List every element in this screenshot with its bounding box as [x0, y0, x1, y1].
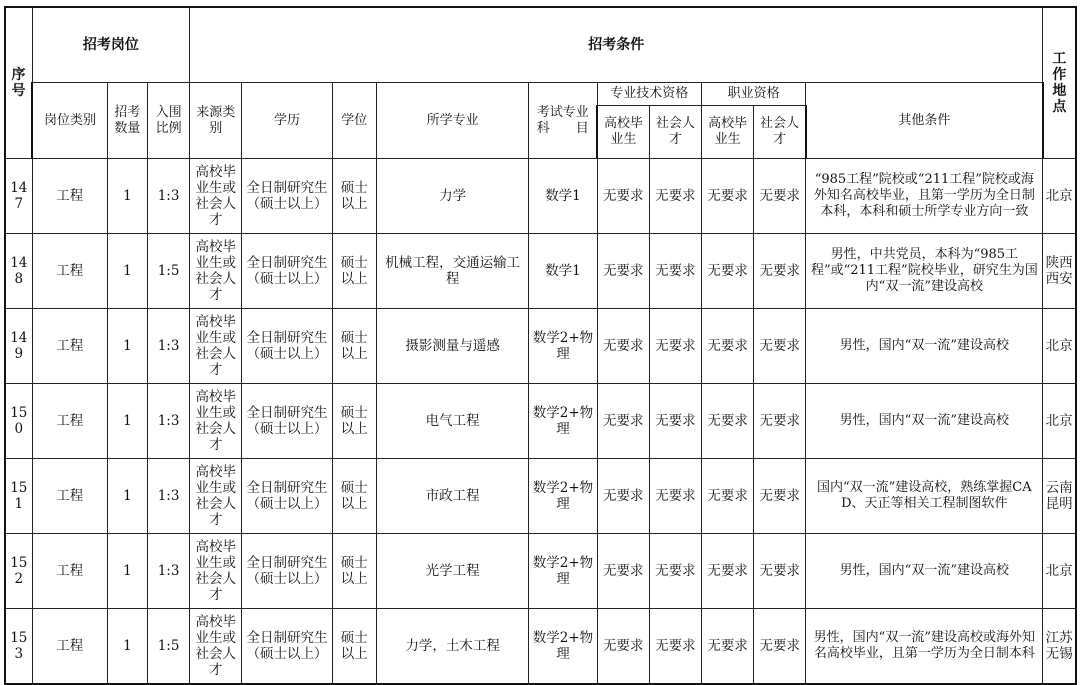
- header-voc-social: 社会人才: [754, 106, 806, 159]
- header-exam-subject: 考试专业科 目: [529, 83, 597, 159]
- cell-location: 北京: [1043, 384, 1076, 459]
- cell-count: 1: [107, 159, 147, 234]
- header-post-group: 招考岗位: [32, 7, 190, 83]
- cell-other-conditions: 男性，国内“双一流”建设高校: [806, 309, 1043, 384]
- cell-voc-graduate: 无要求: [701, 384, 753, 459]
- header-degree: 学位: [332, 83, 376, 159]
- cell-degree: 硕士以上: [332, 459, 376, 534]
- cell-tech-social: 无要求: [649, 159, 701, 234]
- cell-category: 工程: [32, 459, 107, 534]
- cell-count: 1: [107, 234, 147, 309]
- cell-source: 高校毕业生或社会人才: [190, 309, 242, 384]
- cell-major: 光学工程: [376, 534, 529, 609]
- cell-tech-social: 无要求: [649, 459, 701, 534]
- cell-exam: 数学2+物理: [529, 459, 597, 534]
- cell-voc-graduate: 无要求: [701, 534, 753, 609]
- cell-count: 1: [107, 534, 147, 609]
- cell-tech-social: 无要求: [649, 309, 701, 384]
- cell-tech-graduate: 无要求: [597, 384, 649, 459]
- cell-major: 力学: [376, 159, 529, 234]
- cell-tech-social: 无要求: [649, 384, 701, 459]
- cell-other-conditions: 男性，国内“双一流”建设高校或海外知名高校毕业，且第一学历为全日制本科: [806, 609, 1043, 685]
- cell-source: 高校毕业生或社会人才: [190, 534, 242, 609]
- cell-voc-graduate: 无要求: [701, 459, 753, 534]
- cell-tech-graduate: 无要求: [597, 234, 649, 309]
- cell-source: 高校毕业生或社会人才: [190, 384, 242, 459]
- cell-source: 高校毕业生或社会人才: [190, 609, 242, 685]
- cell-degree: 硕士以上: [332, 234, 376, 309]
- cell-voc-social: 无要求: [754, 459, 806, 534]
- cell-exam: 数学1: [529, 234, 597, 309]
- cell-count: 1: [107, 384, 147, 459]
- header-work-location: 工作地点: [1043, 7, 1076, 159]
- cell-ratio: 1:3: [148, 459, 190, 534]
- cell-exam: 数学2+物理: [529, 384, 597, 459]
- cell-degree: 硕士以上: [332, 159, 376, 234]
- cell-tech-social: 无要求: [649, 234, 701, 309]
- cell-other-conditions: 国内“双一流”建设高校，熟练掌握CAD、天正等相关工程制图软件: [806, 459, 1043, 534]
- header-other-conditions: 其他条件: [806, 83, 1043, 159]
- cell-major: 机械工程，交通运输工程: [376, 234, 529, 309]
- cell-education: 全日制研究生（硕士以上）: [242, 159, 332, 234]
- cell-degree: 硕士以上: [332, 534, 376, 609]
- header-tech-graduate: 高校毕业生: [597, 106, 649, 159]
- cell-count: 1: [107, 459, 147, 534]
- cell-seq: 153: [5, 609, 32, 685]
- cell-voc-graduate: 无要求: [701, 309, 753, 384]
- table-row: [5, 459, 1076, 534]
- header-vocational-qualification: 职业资格: [701, 83, 805, 106]
- header-interview-ratio: 入围比例: [148, 83, 190, 159]
- cell-tech-graduate: 无要求: [597, 534, 649, 609]
- cell-ratio: 1:3: [148, 309, 190, 384]
- cell-tech-graduate: 无要求: [597, 459, 649, 534]
- cell-location: 云南昆明: [1043, 459, 1076, 534]
- cell-ratio: 1:3: [148, 384, 190, 459]
- cell-seq: 152: [5, 534, 32, 609]
- cell-category: 工程: [32, 159, 107, 234]
- cell-ratio: 1:5: [148, 234, 190, 309]
- cell-ratio: 1:5: [148, 609, 190, 685]
- table-row: [5, 609, 1076, 685]
- cell-education: 全日制研究生（硕士以上）: [242, 609, 332, 685]
- cell-education: 全日制研究生（硕士以上）: [242, 309, 332, 384]
- cell-location: 北京: [1043, 309, 1076, 384]
- cell-count: 1: [107, 309, 147, 384]
- cell-tech-social: 无要求: [649, 534, 701, 609]
- cell-seq: 151: [5, 459, 32, 534]
- cell-major: 市政工程: [376, 459, 529, 534]
- table-row: [5, 309, 1076, 384]
- cell-seq: 150: [5, 384, 32, 459]
- table-row: [5, 534, 1076, 609]
- cell-category: 工程: [32, 609, 107, 685]
- cell-source: 高校毕业生或社会人才: [190, 459, 242, 534]
- cell-location: 北京: [1043, 159, 1076, 234]
- cell-voc-social: 无要求: [754, 534, 806, 609]
- cell-voc-social: 无要求: [754, 234, 806, 309]
- cell-voc-social: 无要求: [754, 609, 806, 685]
- cell-seq: 148: [5, 234, 32, 309]
- cell-ratio: 1:3: [148, 159, 190, 234]
- cell-education: 全日制研究生（硕士以上）: [242, 234, 332, 309]
- cell-exam: 数学2+物理: [529, 609, 597, 685]
- header-conditions-group: 招考条件: [190, 7, 1043, 83]
- cell-seq: 147: [5, 159, 32, 234]
- cell-degree: 硕士以上: [332, 384, 376, 459]
- cell-seq: 149: [5, 309, 32, 384]
- cell-location: 陕西西安: [1043, 234, 1076, 309]
- cell-major: 电气工程: [376, 384, 529, 459]
- cell-location: 江苏无锡: [1043, 609, 1076, 685]
- cell-category: 工程: [32, 234, 107, 309]
- cell-other-conditions: 男性，国内“双一流”建设高校: [806, 384, 1043, 459]
- cell-degree: 硕士以上: [332, 309, 376, 384]
- cell-major: 力学，土木工程: [376, 609, 529, 685]
- cell-education: 全日制研究生（硕士以上）: [242, 459, 332, 534]
- cell-voc-social: 无要求: [754, 384, 806, 459]
- cell-degree: 硕士以上: [332, 609, 376, 685]
- header-major: 所学专业: [376, 83, 529, 159]
- cell-other-conditions: “985工程”院校或“211工程”院校或海外知名高校毕业，且第一学历为全日制本科，本科和硕士所学专业方向一致: [806, 159, 1043, 234]
- cell-exam: 数学1: [529, 159, 597, 234]
- cell-other-conditions: 男性，国内“双一流”建设高校: [806, 534, 1043, 609]
- cell-ratio: 1:3: [148, 534, 190, 609]
- cell-location: 北京: [1043, 534, 1076, 609]
- cell-education: 全日制研究生（硕士以上）: [242, 384, 332, 459]
- cell-source: 高校毕业生或社会人才: [190, 159, 242, 234]
- table-row: [5, 384, 1076, 459]
- cell-major: 摄影测量与遥感: [376, 309, 529, 384]
- cell-voc-social: 无要求: [754, 159, 806, 234]
- cell-exam: 数学2+物理: [529, 309, 597, 384]
- header-post-category: 岗位类别: [32, 83, 107, 159]
- cell-voc-social: 无要求: [754, 309, 806, 384]
- cell-tech-social: 无要求: [649, 609, 701, 685]
- table-row: [5, 234, 1076, 309]
- cell-count: 1: [107, 609, 147, 685]
- cell-source: 高校毕业生或社会人才: [190, 234, 242, 309]
- cell-category: 工程: [32, 384, 107, 459]
- header-source-category: 来源类别: [190, 83, 242, 159]
- cell-category: 工程: [32, 534, 107, 609]
- header-voc-graduate: 高校毕业生: [701, 106, 753, 159]
- header-tech-qualification: 专业技术资格: [597, 83, 701, 106]
- header-seq: 序号: [5, 7, 32, 159]
- cell-voc-graduate: 无要求: [701, 159, 753, 234]
- header-recruit-count: 招考数量: [107, 83, 147, 159]
- recruitment-table: [4, 6, 1077, 685]
- header-education: 学历: [242, 83, 332, 159]
- cell-other-conditions: 男性，中共党员，本科为“985工程”或“211工程”院校毕业，研究生为国内“双一流”建设高校: [806, 234, 1043, 309]
- cell-tech-graduate: 无要求: [597, 159, 649, 234]
- cell-tech-graduate: 无要求: [597, 609, 649, 685]
- cell-voc-graduate: 无要求: [701, 234, 753, 309]
- cell-voc-graduate: 无要求: [701, 609, 753, 685]
- table-row: [5, 159, 1076, 234]
- cell-category: 工程: [32, 309, 107, 384]
- header-tech-social: 社会人才: [649, 106, 701, 159]
- cell-tech-graduate: 无要求: [597, 309, 649, 384]
- cell-exam: 数学2+物理: [529, 534, 597, 609]
- cell-education: 全日制研究生（硕士以上）: [242, 534, 332, 609]
